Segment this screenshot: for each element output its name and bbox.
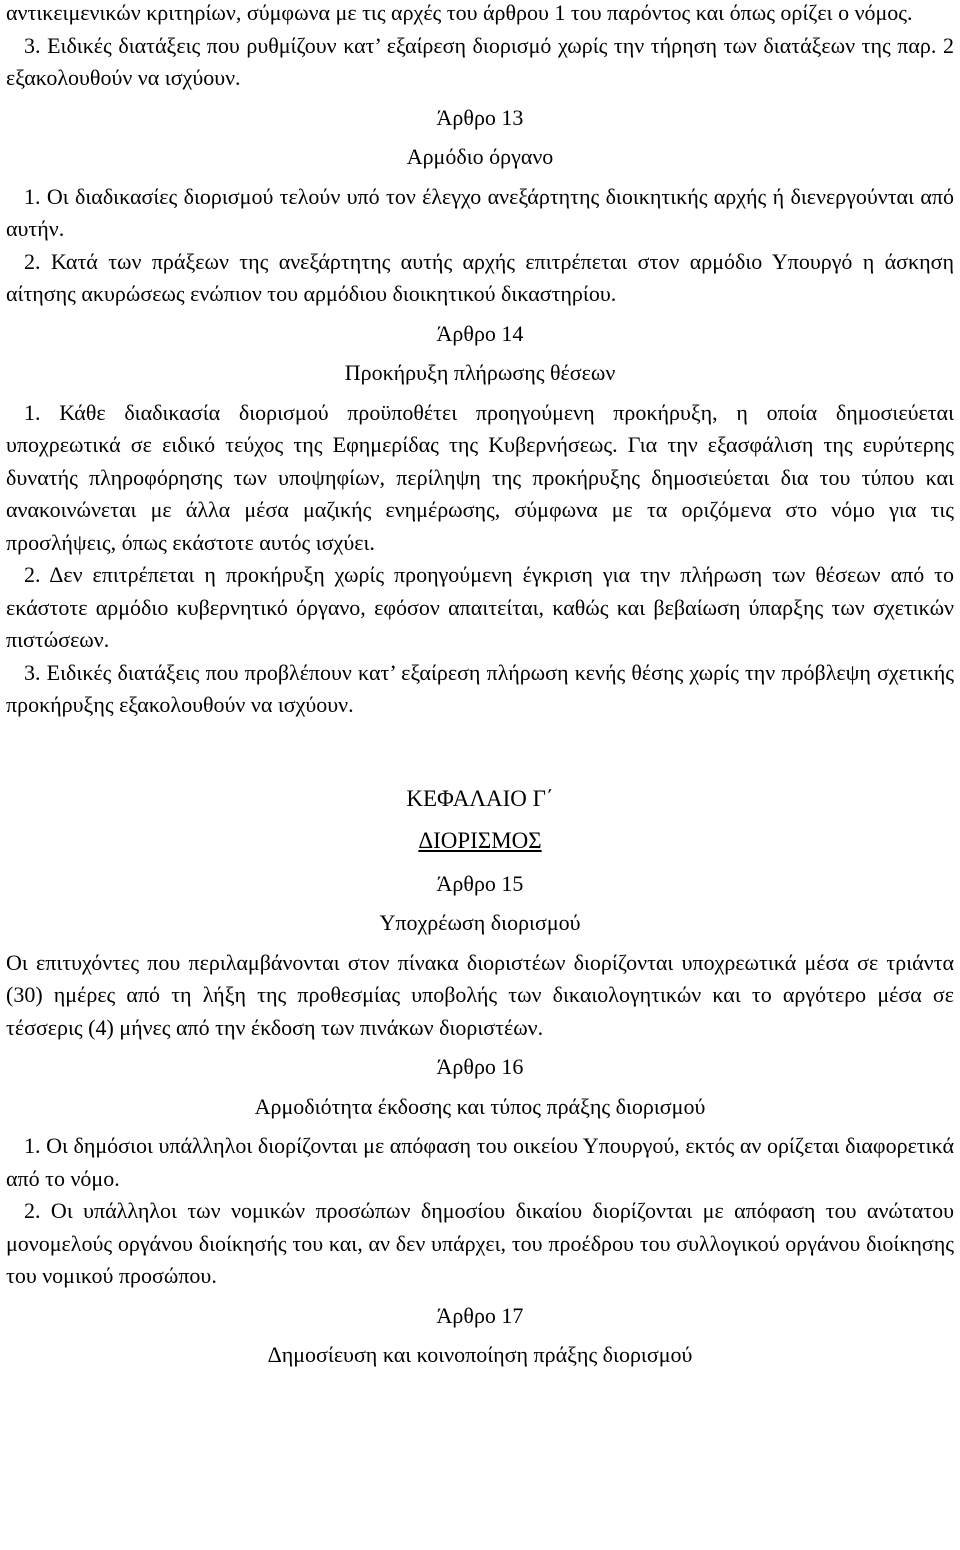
chapter-spacer bbox=[6, 722, 954, 774]
chapter-label: ΚΕΦΑΛΑΙΟ Γ΄ bbox=[406, 785, 554, 811]
article-15-number: Άρθρο 15 bbox=[436, 870, 524, 896]
article-16-title: Αρμοδιότητα έκδοσης και τύπος πράξης διορισμού bbox=[254, 1093, 706, 1119]
article-13-paragraph-1: 1. Οι διαδικασίες διορισμού τελούν υπό τον έλεγχο ανεξάρτητης διοικητικής αρχής ή διενεργούνται από αυτήν. bbox=[6, 183, 954, 241]
paragraph-continuation: αντικειμενικών κριτηρίων, σύμφωνα με τις αρχές του άρθρου 1 του παρόντος και όπως ορίζει ο νόμος. bbox=[6, 0, 913, 25]
article-14-number: Άρθρο 14 bbox=[436, 320, 524, 346]
article-15-title: Υποχρέωση διορισμού bbox=[379, 910, 581, 935]
article-15-paragraph-1: Οι επιτυχόντες που περιλαμβάνονται στον πίνακα διοριστέων διορίζονται υποχρεωτικά μέσα σε τριάντα (30) ημέρες από τη λήξη της προθεσμίας υποβολής των δικαιολογητικών και το αργότερο μέσα σε τέσσερις (4) μήνες από την έκδοση των πινάκων διοριστέων. bbox=[6, 949, 954, 1040]
article-14-title: Προκήρυξη πλήρωσης θέσεων bbox=[344, 360, 616, 385]
article-13-title: Αρμόδιο όργανο bbox=[406, 144, 554, 169]
article-16-number: Άρθρο 16 bbox=[436, 1054, 524, 1079]
article-13-number: Άρθρο 13 bbox=[436, 104, 524, 130]
article-13-paragraph-2: 2. Κατά των πράξεων της ανεξάρτητης αυτής αρχής επιτρέπεται στον αρμόδιο Υπουργό η άσκηση αίτησης ακυρώσεως ενώπιον του αρμόδιου διοικητικού δικαστηρίου. bbox=[6, 248, 954, 306]
article-14-paragraph-2: 2. Δεν επιτρέπεται η προκήρυξη χωρίς προηγούμενη έγκριση για την πλήρωση των θέσεων από το εκάστοτε αρμόδιο κυβερνητικό όργανο, εφόσον απαιτείται, καθώς και βεβαίωση ύπαρξης των σχετικών πιστώσεων. bbox=[6, 562, 954, 652]
article-16-paragraph-2: 2. Οι υπάλληλοι των νομικών προσώπων δημοσίου δικαίου διορίζονται με απόφαση του ανώτατου μονομελούς οργάνου διοίκησής του και, αν δεν υπάρχει, του προέδρου του συλλογικού οργάνου διοίκησης του νομικού προσώπου. bbox=[6, 1198, 954, 1288]
article-16-paragraph-1: 1. Οι δημόσιοι υπάλληλοι διορίζονται με απόφαση του οικείου Υπουργού, εκτός αν ορίζεται διαφορετικά από το νόμο. bbox=[6, 1133, 954, 1191]
article-14-paragraph-1: 1. Κάθε διαδικασία διορισμού προϋποθέτει προηγούμενη προκήρυξη, η οποία δημοσιεύεται υποχρεωτικά σε ειδικό τεύχος της Εφημερίδας της Κυβερνήσεως. Για την εξασφάλιση της ευρύτερης δυνατής πληροφόρησης των υποψηφίων, περίληψη της προκήρυξης δημοσιεύεται δια του τύπου και ανακοινώνεται με άλλα μέσα μαζικής ενημέρωσης, σύμφωνα με τα οριζόμενα στο νόμο για τις προσλήψεις, όπως εκάστοτε αυτός ισχύει. bbox=[6, 399, 954, 555]
chapter-title: ΔΙΟΡΙΣΜΟΣ bbox=[418, 828, 542, 853]
article-14-paragraph-3: 3. Ειδικές διατάξεις που προβλέπουν κατ’ εξαίρεση πλήρωση κενής θέσης χωρίς την πρόβλεψη σχετικής προκήρυξης εξακολουθούν να ισχύουν. bbox=[6, 659, 954, 717]
article-17-number: Άρθρο 17 bbox=[436, 1302, 524, 1328]
paragraph-intro-3: 3. Ειδικές διατάξεις που ρυθμίζουν κατ’ εξαίρεση διορισμό χωρίς την τήρηση των διατάξεων της παρ. 2 εξακολουθούν να ισχύουν. bbox=[6, 32, 954, 90]
article-17-title: Δημοσίευση και κοινοποίηση πράξης διορισμού bbox=[267, 1342, 693, 1367]
